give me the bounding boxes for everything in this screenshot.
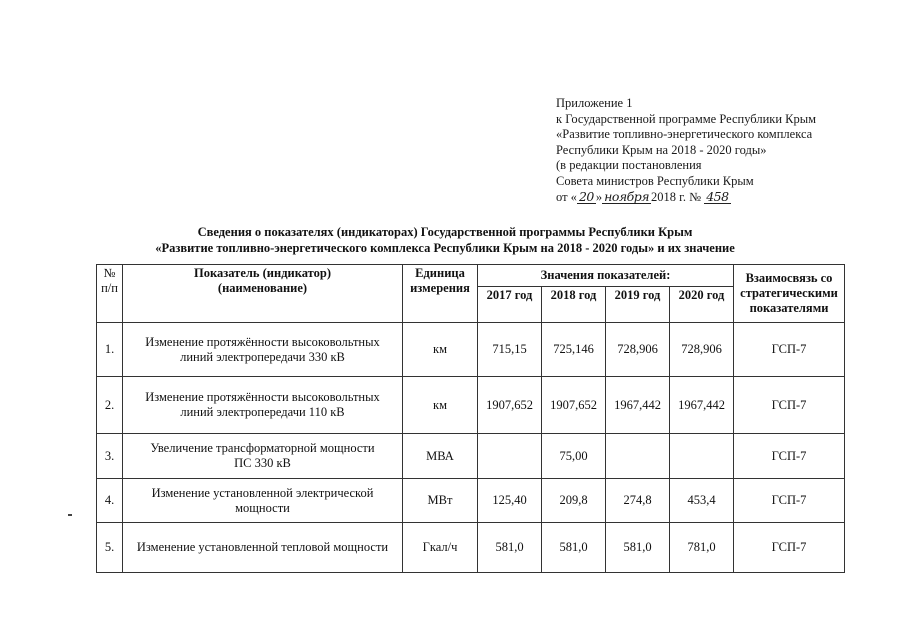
row-strategic-link: ГСП-7 — [734, 377, 845, 434]
row-value-2017: 1907,652 — [478, 377, 542, 434]
row-strategic-link: ГСП-7 — [734, 434, 845, 479]
appendix-block — [556, 96, 816, 205]
header-unit-line1: Единица — [415, 266, 465, 280]
row-name-line: линий электропередачи 110 кВ — [180, 405, 345, 419]
table-row — [97, 523, 845, 573]
header-link-line2: стратегическими — [740, 286, 838, 300]
row-value-2019 — [606, 434, 670, 479]
row-value-2020: 781,0 — [670, 523, 734, 573]
appendix-line: (в редакции постановления — [556, 158, 702, 173]
row-value-2019: 581,0 — [606, 523, 670, 573]
appendix-date-line — [556, 190, 816, 206]
row-name-line: мощности — [235, 500, 290, 515]
table-row — [97, 377, 845, 434]
row-strategic-link: ГСП-7 — [734, 523, 845, 573]
row-indicator-name — [123, 377, 403, 434]
header-link-line1: Взаимосвязь со — [745, 271, 833, 285]
table-header-row — [97, 265, 845, 287]
appendix-line: к Государственной программе Республики Крым — [556, 111, 817, 126]
header-indicator-line1: Показатель (индикатор) — [194, 266, 331, 280]
table-row — [97, 479, 845, 523]
row-num: 2. — [97, 377, 123, 434]
appendix-line: Совета министров Республики Крым — [556, 173, 754, 188]
row-name-line: ПС 330 кВ — [234, 456, 291, 470]
heading-line-2: «Развитие топливно-энергетического комплекса Республики Крым на 2018 - 2020 годы» и их значение — [155, 241, 735, 255]
row-name-line: Изменение протяжённости высоковольтных — [145, 334, 380, 349]
header-indicator — [123, 265, 403, 323]
row-indicator-name — [123, 479, 403, 523]
appendix-line: «Развитие топливно-энергетического комплекса — [556, 127, 813, 142]
resolution-number-handwritten: 458 — [706, 188, 729, 204]
row-indicator-name — [123, 523, 403, 573]
header-link-line3: показателями — [749, 301, 829, 315]
row-num: 3. — [97, 434, 123, 479]
header-year-2020: 2020 год — [670, 287, 734, 323]
row-name-line: Изменение протяжённости высоковольтных — [145, 390, 380, 404]
row-name-line: Увеличение трансформаторной мощности — [150, 441, 375, 455]
row-indicator-name — [123, 323, 403, 377]
appendix-line: Приложение 1 — [556, 96, 633, 110]
row-value-2017: 125,40 — [478, 479, 542, 523]
indicators-table — [96, 264, 845, 573]
row-name-line: линий электропередачи 330 кВ — [180, 349, 345, 364]
row-name-line: Изменение установленной электрической — [151, 485, 374, 500]
row-value-2019: 1967,442 — [606, 377, 670, 434]
row-strategic-link: ГСП-7 — [734, 479, 845, 523]
row-num: 4. — [97, 479, 123, 523]
row-unit: МВА — [403, 434, 478, 479]
table-row — [97, 323, 845, 377]
row-value-2018: 209,8 — [542, 479, 606, 523]
header-strategic-link — [734, 265, 845, 323]
scan-artifact-mark — [68, 514, 72, 516]
row-value-2020: 728,906 — [670, 323, 734, 377]
document-heading — [100, 224, 790, 256]
row-indicator-name — [123, 434, 403, 479]
row-value-2018: 75,00 — [542, 434, 606, 479]
row-num: 1. — [97, 323, 123, 377]
heading-line-1: Сведения о показателях (индикаторах) Государственной программы Республики Крым — [197, 225, 693, 239]
row-value-2017: 581,0 — [478, 523, 542, 573]
row-value-2017: 715,15 — [478, 323, 542, 377]
date-year-text: 2018 г. № — [651, 189, 702, 204]
row-value-2020: 1967,442 — [670, 377, 734, 434]
header-num-line1: № — [103, 266, 116, 280]
row-value-2019: 274,8 — [606, 479, 670, 523]
header-indicator-line2: (наименование) — [217, 281, 308, 295]
row-unit: км — [403, 323, 478, 377]
appendix-line: Республики Крым на 2018 - 2020 годы» — [556, 142, 767, 157]
header-year-2019: 2019 год — [606, 287, 670, 323]
row-value-2020: 453,4 — [670, 479, 734, 523]
table-row — [97, 434, 845, 479]
row-value-2020 — [670, 434, 734, 479]
date-month-handwritten: ноября — [604, 188, 650, 204]
header-unit — [403, 265, 478, 323]
row-unit: МВт — [403, 479, 478, 523]
row-value-2019: 728,906 — [606, 323, 670, 377]
date-mid: » — [595, 189, 603, 204]
row-name-line: Изменение установленной тепловой мощности — [136, 540, 389, 554]
row-value-2018: 1907,652 — [542, 377, 606, 434]
header-values-group: Значения показателей: — [478, 265, 734, 287]
row-value-2018: 581,0 — [542, 523, 606, 573]
row-unit: км — [403, 377, 478, 434]
date-day-handwritten: 20 — [578, 188, 594, 204]
header-unit-line2: измерения — [410, 281, 470, 295]
date-prefix: от « — [556, 189, 577, 204]
header-year-2018: 2018 год — [542, 287, 606, 323]
header-num-line2: п/п — [101, 281, 118, 295]
row-value-2018: 725,146 — [542, 323, 606, 377]
row-strategic-link: ГСП-7 — [734, 323, 845, 377]
header-year-2017: 2017 год — [478, 287, 542, 323]
row-unit: Гкал/ч — [403, 523, 478, 573]
header-num — [97, 265, 123, 323]
row-value-2017 — [478, 434, 542, 479]
row-num: 5. — [97, 523, 123, 573]
